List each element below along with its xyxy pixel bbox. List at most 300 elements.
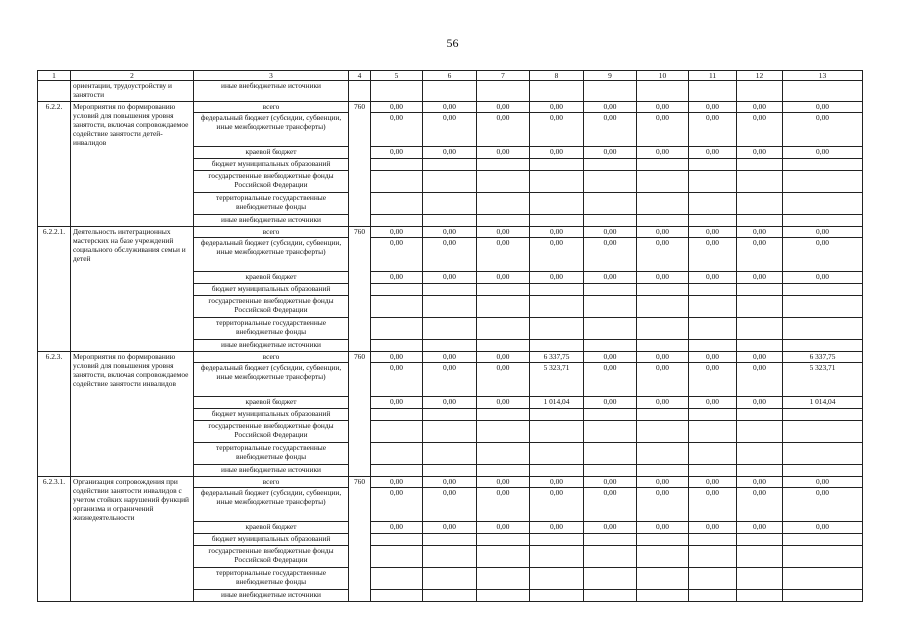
value-cell: 0,00 bbox=[584, 102, 637, 113]
value-cell: 0,00 bbox=[584, 397, 637, 409]
funding-source: всего bbox=[194, 102, 349, 113]
value-cell bbox=[530, 590, 584, 602]
value-cell bbox=[737, 171, 783, 193]
value-cell: 0,00 bbox=[530, 522, 584, 534]
value-cell bbox=[584, 465, 637, 477]
value-cell: 0,00 bbox=[423, 227, 477, 238]
funding-source: всего bbox=[194, 352, 349, 363]
funding-source: территориальные государственные внебюджетные фонды bbox=[194, 568, 349, 590]
header-row bbox=[38, 71, 863, 81]
table-cell bbox=[689, 81, 737, 102]
funding-source: иные внебюджетные источники bbox=[194, 590, 349, 602]
value-cell: 0,00 bbox=[783, 488, 863, 522]
value-cell: 5 323,71 bbox=[783, 363, 863, 397]
value-cell: 0,00 bbox=[423, 397, 477, 409]
value-cell bbox=[783, 318, 863, 340]
value-cell: 0,00 bbox=[584, 113, 637, 147]
value-cell bbox=[371, 590, 423, 602]
value-cell: 0,00 bbox=[689, 488, 737, 522]
value-cell: 5 323,71 bbox=[530, 363, 584, 397]
value-cell bbox=[371, 296, 423, 318]
value-cell: 0,00 bbox=[637, 522, 689, 534]
value-cell bbox=[477, 568, 530, 590]
value-cell bbox=[783, 465, 863, 477]
budget-code: 760 bbox=[349, 227, 371, 352]
value-cell: 0,00 bbox=[371, 363, 423, 397]
value-cell: 0,00 bbox=[584, 477, 637, 488]
value-cell bbox=[584, 568, 637, 590]
measure-name: Мероприятия по формированию условий для повышения уровня занятости, включая сопровождаемое содействие занятости инвалидов bbox=[71, 352, 194, 477]
value-cell bbox=[689, 443, 737, 465]
value-cell bbox=[423, 409, 477, 421]
value-cell bbox=[584, 534, 637, 546]
value-cell bbox=[584, 159, 637, 171]
value-cell: 0,00 bbox=[689, 227, 737, 238]
budget-table bbox=[37, 70, 863, 602]
value-cell bbox=[530, 340, 584, 352]
value-cell: 0,00 bbox=[737, 113, 783, 147]
value-cell bbox=[689, 340, 737, 352]
value-cell bbox=[737, 546, 783, 568]
value-cell: 0,00 bbox=[584, 147, 637, 159]
column-header: 1 bbox=[38, 71, 71, 81]
value-cell bbox=[477, 546, 530, 568]
value-cell: 0,00 bbox=[637, 113, 689, 147]
value-cell bbox=[584, 284, 637, 296]
value-cell: 0,00 bbox=[637, 397, 689, 409]
value-cell: 0,00 bbox=[637, 477, 689, 488]
value-cell: 0,00 bbox=[423, 363, 477, 397]
value-cell bbox=[737, 590, 783, 602]
column-header: 13 bbox=[783, 71, 863, 81]
value-cell bbox=[423, 568, 477, 590]
value-cell bbox=[637, 296, 689, 318]
value-cell bbox=[371, 421, 423, 443]
table-cell bbox=[737, 81, 783, 102]
value-cell bbox=[737, 443, 783, 465]
table-cell bbox=[783, 81, 863, 102]
value-cell: 0,00 bbox=[477, 227, 530, 238]
value-cell bbox=[783, 171, 863, 193]
value-cell: 0,00 bbox=[737, 272, 783, 284]
value-cell bbox=[783, 568, 863, 590]
budget-code: 760 bbox=[349, 102, 371, 227]
value-cell: 0,00 bbox=[783, 272, 863, 284]
value-cell bbox=[637, 590, 689, 602]
value-cell bbox=[783, 159, 863, 171]
value-cell: 0,00 bbox=[477, 352, 530, 363]
value-cell bbox=[689, 318, 737, 340]
value-cell: 0,00 bbox=[371, 522, 423, 534]
funding-source: территориальные государственные внебюджетные фонды bbox=[194, 318, 349, 340]
value-cell bbox=[423, 296, 477, 318]
value-cell: 0,00 bbox=[637, 102, 689, 113]
value-cell: 0,00 bbox=[423, 272, 477, 284]
value-cell bbox=[371, 284, 423, 296]
funding-source: всего bbox=[194, 477, 349, 488]
funding-source: бюджет муниципальных образований bbox=[194, 284, 349, 296]
budget-code: 760 bbox=[349, 477, 371, 602]
value-cell bbox=[477, 215, 530, 227]
value-cell: 0,00 bbox=[477, 238, 530, 272]
value-cell bbox=[737, 534, 783, 546]
value-cell: 0,00 bbox=[584, 363, 637, 397]
value-cell bbox=[477, 296, 530, 318]
funding-source: федеральный бюджет (субсидии, субвенции, иные межбюджетные трансферты) bbox=[194, 488, 349, 522]
value-cell bbox=[737, 159, 783, 171]
value-cell bbox=[530, 215, 584, 227]
value-cell bbox=[371, 171, 423, 193]
value-cell bbox=[637, 171, 689, 193]
value-cell bbox=[584, 340, 637, 352]
value-cell bbox=[737, 409, 783, 421]
value-cell bbox=[584, 590, 637, 602]
value-cell: 0,00 bbox=[530, 102, 584, 113]
column-header: 10 bbox=[637, 71, 689, 81]
value-cell bbox=[637, 421, 689, 443]
value-cell: 0,00 bbox=[637, 363, 689, 397]
section-number: 6.2.3.1. bbox=[38, 477, 71, 602]
value-cell: 0,00 bbox=[737, 147, 783, 159]
table-cell bbox=[637, 81, 689, 102]
value-cell: 0,00 bbox=[689, 477, 737, 488]
value-cell: 0,00 bbox=[637, 272, 689, 284]
value-cell bbox=[689, 465, 737, 477]
value-cell bbox=[477, 171, 530, 193]
value-cell: 0,00 bbox=[423, 102, 477, 113]
value-cell: 0,00 bbox=[371, 477, 423, 488]
value-cell bbox=[637, 534, 689, 546]
value-cell bbox=[371, 318, 423, 340]
column-header: 6 bbox=[423, 71, 477, 81]
section-number: 6.2.2. bbox=[38, 102, 71, 227]
column-header: 5 bbox=[371, 71, 423, 81]
funding-source: иные внебюджетные источники bbox=[194, 215, 349, 227]
value-cell: 0,00 bbox=[737, 363, 783, 397]
value-cell: 0,00 bbox=[423, 113, 477, 147]
value-cell bbox=[584, 193, 637, 215]
value-cell bbox=[637, 284, 689, 296]
value-cell bbox=[423, 443, 477, 465]
value-cell bbox=[783, 534, 863, 546]
value-cell: 0,00 bbox=[530, 477, 584, 488]
value-cell bbox=[689, 546, 737, 568]
value-cell: 0,00 bbox=[530, 227, 584, 238]
value-cell bbox=[423, 159, 477, 171]
value-cell: 0,00 bbox=[737, 488, 783, 522]
value-cell: 0,00 bbox=[477, 477, 530, 488]
value-cell: 0,00 bbox=[637, 238, 689, 272]
value-cell bbox=[584, 546, 637, 568]
value-cell bbox=[783, 193, 863, 215]
value-cell: 0,00 bbox=[637, 227, 689, 238]
value-cell: 0,00 bbox=[737, 477, 783, 488]
measure-name: Мероприятия по формированию условий для повышения уровня занятости, включая сопровождаемое содействие занятости детей-инвалидов bbox=[71, 102, 194, 227]
value-cell bbox=[689, 296, 737, 318]
value-cell bbox=[689, 159, 737, 171]
value-cell bbox=[584, 215, 637, 227]
value-cell bbox=[371, 193, 423, 215]
value-cell: 0,00 bbox=[783, 113, 863, 147]
value-cell bbox=[637, 318, 689, 340]
value-cell bbox=[477, 159, 530, 171]
value-cell bbox=[689, 590, 737, 602]
value-cell bbox=[530, 546, 584, 568]
value-cell bbox=[477, 465, 530, 477]
table-cell bbox=[584, 81, 637, 102]
value-cell bbox=[477, 409, 530, 421]
column-header: 2 bbox=[71, 71, 194, 81]
funding-source: государственные внебюджетные фонды Российской Федерации bbox=[194, 421, 349, 443]
funding-source: федеральный бюджет (субсидии, субвенции, иные межбюджетные трансферты) bbox=[194, 113, 349, 147]
value-cell bbox=[783, 215, 863, 227]
value-cell bbox=[530, 443, 584, 465]
value-cell bbox=[637, 193, 689, 215]
value-cell bbox=[423, 546, 477, 568]
value-cell bbox=[530, 193, 584, 215]
funding-source: всего bbox=[194, 227, 349, 238]
value-cell bbox=[530, 159, 584, 171]
value-cell: 0,00 bbox=[477, 272, 530, 284]
value-cell: 0,00 bbox=[423, 147, 477, 159]
funding-source: территориальные государственные внебюджетные фонды bbox=[194, 193, 349, 215]
value-cell: 0,00 bbox=[423, 352, 477, 363]
value-cell: 0,00 bbox=[423, 238, 477, 272]
measure-name: Организация сопровождения при содействии занятости инвалидов с учетом стойких нарушений функций организма и ограничений жизнедеятельности bbox=[71, 477, 194, 602]
value-cell bbox=[737, 421, 783, 443]
column-header: 12 bbox=[737, 71, 783, 81]
value-cell: 0,00 bbox=[689, 363, 737, 397]
measure-name: Деятельность интеграционных мастерских на базе учреждений социального обслуживания семьи и детей bbox=[71, 227, 194, 352]
value-cell bbox=[371, 546, 423, 568]
value-cell: 0,00 bbox=[584, 352, 637, 363]
table-cell bbox=[38, 81, 71, 102]
value-cell bbox=[371, 443, 423, 465]
value-cell bbox=[783, 590, 863, 602]
value-cell bbox=[584, 421, 637, 443]
value-cell bbox=[737, 215, 783, 227]
value-cell bbox=[737, 284, 783, 296]
section-number: 6.2.2.1. bbox=[38, 227, 71, 352]
value-cell: 0,00 bbox=[477, 102, 530, 113]
value-cell: 1 014,04 bbox=[530, 397, 584, 409]
value-cell bbox=[637, 443, 689, 465]
funding-source: бюджет муниципальных образований bbox=[194, 409, 349, 421]
value-cell bbox=[737, 568, 783, 590]
value-cell: 0,00 bbox=[371, 352, 423, 363]
value-cell: 0,00 bbox=[689, 522, 737, 534]
value-cell bbox=[783, 409, 863, 421]
value-cell bbox=[689, 215, 737, 227]
funding-source: иные внебюджетные источники bbox=[194, 340, 349, 352]
value-cell bbox=[423, 171, 477, 193]
value-cell bbox=[689, 193, 737, 215]
value-cell: 0,00 bbox=[584, 238, 637, 272]
value-cell bbox=[530, 568, 584, 590]
value-cell: 0,00 bbox=[783, 477, 863, 488]
value-cell bbox=[371, 340, 423, 352]
value-cell: 0,00 bbox=[477, 147, 530, 159]
value-cell bbox=[530, 465, 584, 477]
column-header: 3 bbox=[194, 71, 349, 81]
value-cell bbox=[371, 159, 423, 171]
funding-source: краевой бюджет bbox=[194, 397, 349, 409]
value-cell bbox=[737, 193, 783, 215]
value-cell: 0,00 bbox=[689, 147, 737, 159]
value-cell: 0,00 bbox=[584, 227, 637, 238]
value-cell bbox=[477, 534, 530, 546]
value-cell bbox=[584, 171, 637, 193]
value-cell: 0,00 bbox=[737, 352, 783, 363]
value-cell: 0,00 bbox=[737, 522, 783, 534]
value-cell bbox=[477, 284, 530, 296]
value-cell: 0,00 bbox=[530, 488, 584, 522]
value-cell bbox=[783, 443, 863, 465]
funding-source: иные внебюджетные источники bbox=[194, 81, 349, 102]
value-cell bbox=[371, 409, 423, 421]
value-cell: 0,00 bbox=[584, 488, 637, 522]
value-cell: 1 014,04 bbox=[783, 397, 863, 409]
value-cell: 0,00 bbox=[530, 113, 584, 147]
column-header: 11 bbox=[689, 71, 737, 81]
value-cell bbox=[637, 465, 689, 477]
budget-code: 760 bbox=[349, 352, 371, 477]
column-header: 9 bbox=[584, 71, 637, 81]
value-cell bbox=[637, 409, 689, 421]
value-cell bbox=[371, 568, 423, 590]
value-cell: 0,00 bbox=[584, 272, 637, 284]
value-cell bbox=[530, 318, 584, 340]
value-cell bbox=[423, 465, 477, 477]
value-cell bbox=[737, 465, 783, 477]
value-cell: 0,00 bbox=[477, 397, 530, 409]
value-cell: 0,00 bbox=[783, 227, 863, 238]
table-row bbox=[38, 102, 863, 113]
value-cell bbox=[737, 340, 783, 352]
column-header: 4 bbox=[349, 71, 371, 81]
table-row bbox=[38, 352, 863, 363]
value-cell bbox=[689, 284, 737, 296]
value-cell: 0,00 bbox=[584, 522, 637, 534]
value-cell: 6 337,75 bbox=[530, 352, 584, 363]
value-cell bbox=[477, 340, 530, 352]
value-cell: 0,00 bbox=[689, 113, 737, 147]
value-cell bbox=[637, 546, 689, 568]
value-cell: 0,00 bbox=[689, 238, 737, 272]
funding-source: краевой бюджет bbox=[194, 147, 349, 159]
value-cell bbox=[530, 171, 584, 193]
value-cell bbox=[783, 421, 863, 443]
value-cell: 0,00 bbox=[477, 113, 530, 147]
value-cell: 0,00 bbox=[423, 477, 477, 488]
value-cell: 0,00 bbox=[530, 238, 584, 272]
value-cell: 6 337,75 bbox=[783, 352, 863, 363]
value-cell bbox=[423, 193, 477, 215]
value-cell bbox=[584, 409, 637, 421]
value-cell bbox=[423, 421, 477, 443]
table-cell bbox=[349, 81, 371, 102]
value-cell: 0,00 bbox=[783, 102, 863, 113]
value-cell bbox=[637, 215, 689, 227]
value-cell: 0,00 bbox=[530, 147, 584, 159]
value-cell: 0,00 bbox=[423, 522, 477, 534]
value-cell: 0,00 bbox=[371, 147, 423, 159]
page-number: 56 bbox=[446, 36, 459, 50]
value-cell bbox=[530, 284, 584, 296]
value-cell: 0,00 bbox=[689, 102, 737, 113]
value-cell bbox=[477, 421, 530, 443]
value-cell bbox=[423, 284, 477, 296]
funding-source: краевой бюджет bbox=[194, 522, 349, 534]
value-cell: 0,00 bbox=[783, 238, 863, 272]
value-cell bbox=[584, 296, 637, 318]
table-cell bbox=[423, 81, 477, 102]
value-cell: 0,00 bbox=[689, 397, 737, 409]
value-cell bbox=[477, 193, 530, 215]
value-cell bbox=[530, 296, 584, 318]
value-cell: 0,00 bbox=[737, 397, 783, 409]
value-cell bbox=[371, 534, 423, 546]
value-cell bbox=[477, 318, 530, 340]
value-cell bbox=[783, 296, 863, 318]
value-cell: 0,00 bbox=[689, 272, 737, 284]
value-cell bbox=[637, 568, 689, 590]
value-cell bbox=[584, 443, 637, 465]
value-cell: 0,00 bbox=[737, 227, 783, 238]
value-cell bbox=[530, 409, 584, 421]
value-cell bbox=[530, 534, 584, 546]
value-cell: 0,00 bbox=[477, 363, 530, 397]
value-cell: 0,00 bbox=[371, 227, 423, 238]
value-cell bbox=[637, 159, 689, 171]
funding-source: государственные внебюджетные фонды Российской Федерации bbox=[194, 171, 349, 193]
value-cell bbox=[477, 443, 530, 465]
value-cell bbox=[423, 318, 477, 340]
table-cell bbox=[530, 81, 584, 102]
funding-source: бюджет муниципальных образований bbox=[194, 159, 349, 171]
value-cell: 0,00 bbox=[371, 113, 423, 147]
section-number: 6.2.3. bbox=[38, 352, 71, 477]
funding-source: государственные внебюджетные фонды Российской Федерации bbox=[194, 546, 349, 568]
value-cell bbox=[689, 421, 737, 443]
value-cell: 0,00 bbox=[737, 238, 783, 272]
funding-source: федеральный бюджет (субсидии, субвенции, иные межбюджетные трансферты) bbox=[194, 238, 349, 272]
value-cell bbox=[371, 465, 423, 477]
value-cell bbox=[689, 409, 737, 421]
value-cell bbox=[637, 340, 689, 352]
value-cell bbox=[477, 590, 530, 602]
funding-source: бюджет муниципальных образований bbox=[194, 534, 349, 546]
value-cell: 0,00 bbox=[477, 488, 530, 522]
funding-source: государственные внебюджетные фонды Российской Федерации bbox=[194, 296, 349, 318]
value-cell: 0,00 bbox=[637, 488, 689, 522]
value-cell bbox=[783, 284, 863, 296]
value-cell: 0,00 bbox=[737, 102, 783, 113]
value-cell: 0,00 bbox=[423, 488, 477, 522]
value-cell: 0,00 bbox=[371, 238, 423, 272]
value-cell: 0,00 bbox=[689, 352, 737, 363]
column-header: 8 bbox=[530, 71, 584, 81]
value-cell: 0,00 bbox=[637, 147, 689, 159]
value-cell: 0,00 bbox=[783, 147, 863, 159]
value-cell: 0,00 bbox=[371, 397, 423, 409]
value-cell bbox=[783, 546, 863, 568]
value-cell bbox=[423, 590, 477, 602]
value-cell bbox=[689, 171, 737, 193]
value-cell: 0,00 bbox=[783, 522, 863, 534]
funding-source: иные внебюджетные источники bbox=[194, 465, 349, 477]
value-cell bbox=[530, 421, 584, 443]
